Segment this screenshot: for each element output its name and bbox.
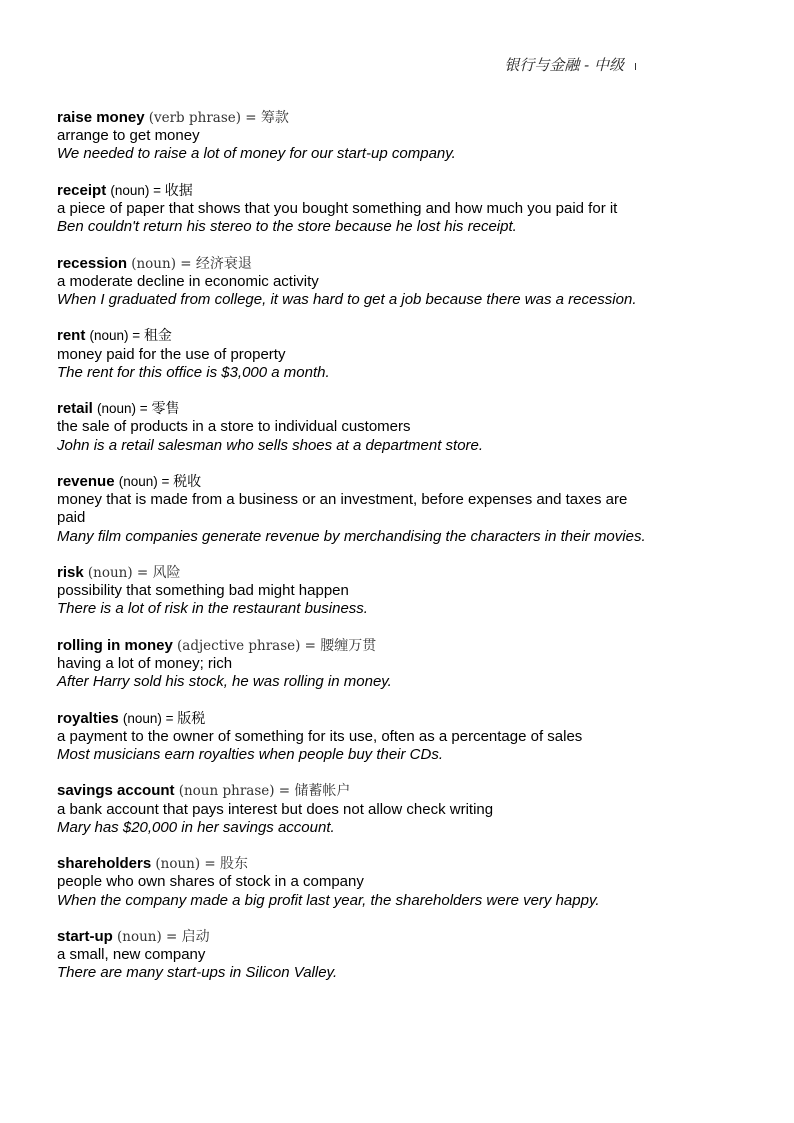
entry-definition: having a lot of money; rich	[57, 654, 233, 672]
entry-headline	[57, 473, 657, 491]
entry-chinese: 启动	[181, 928, 210, 945]
header-title: 银行与金融 - 中级	[504, 56, 624, 74]
entry-part-of-speech	[119, 474, 201, 489]
entry-definition: a piece of paper that shows that you bought something and how much you paid for it	[57, 200, 618, 217]
entry-part-of-speech	[117, 929, 210, 945]
entry-headline	[57, 637, 657, 655]
entry-example: There is a lot of risk in the restaurant business.	[57, 600, 368, 618]
pos-text: (noun) =	[131, 255, 196, 272]
pos-text: (noun) =	[122, 710, 178, 726]
pos-text: (noun) =	[97, 401, 152, 417]
entry-definition: money that is made from a business or an investment, before expenses and taxes are paid	[57, 491, 628, 527]
entry-term: revenue	[57, 472, 115, 490]
entry-term: raise money	[57, 109, 145, 126]
entry-term: receipt	[57, 181, 107, 199]
entry-chinese: 风险	[152, 564, 181, 581]
glossary-entry	[57, 782, 657, 837]
entry-headline	[57, 928, 657, 946]
entry-chinese: 经济衰退	[195, 255, 252, 272]
entry-example: Ben couldn't return his stereo to the store because he lost his receipt.	[57, 218, 517, 236]
glossary-entry	[57, 855, 657, 910]
entry-definition: a bank account that pays interest but does not allow check writing	[57, 800, 494, 818]
entry-term: rent	[57, 327, 86, 345]
pos-text: (noun) =	[118, 473, 174, 489]
entry-term: savings account	[57, 782, 175, 800]
entry-chinese: 租金	[143, 328, 172, 345]
entry-part-of-speech	[131, 256, 252, 272]
entry-part-of-speech	[177, 638, 376, 654]
entry-part-of-speech	[155, 856, 248, 872]
entry-term: start-up	[57, 927, 113, 945]
entry-headline	[57, 182, 657, 200]
entry-example: When the company made a big profit last year, the shareholders were very happy.	[57, 891, 600, 909]
entry-chinese: 收据	[164, 182, 193, 199]
pos-text: (noun phrase) =	[178, 783, 295, 800]
glossary-entry	[57, 473, 657, 546]
entry-chinese: 零售	[151, 401, 180, 418]
glossary-entry	[57, 255, 657, 310]
entry-part-of-speech	[97, 401, 179, 416]
entry-definition: a moderate decline in economic activity	[57, 272, 319, 290]
entry-chinese: 税收	[173, 473, 202, 490]
entry-chinese: 储蓄帐户	[294, 783, 351, 800]
entry-headline	[57, 109, 657, 127]
glossary-entry	[57, 327, 657, 382]
entry-definition: possibility that something bad might happen	[57, 582, 349, 600]
entry-term: recession	[57, 254, 128, 272]
entry-example: There are many start-ups in Silicon Valley.	[57, 964, 338, 982]
pos-text: (noun) =	[89, 328, 144, 344]
entry-definition: people who own shares of stock in a company	[57, 873, 364, 891]
entry-chinese: 股东	[220, 856, 249, 873]
entry-term: royalties	[57, 709, 119, 727]
pos-text: (verb phrase) =	[148, 110, 261, 126]
pos-text: (noun) =	[87, 564, 153, 581]
entry-definition: money paid for the use of property	[57, 345, 286, 363]
glossary-list	[57, 109, 657, 1001]
glossary-entry	[57, 400, 657, 455]
entry-example: Mary has $20,000 in her savings account.	[57, 818, 335, 836]
glossary-entry	[57, 564, 657, 619]
entry-example: We needed to raise a lot of money for our start-up company.	[57, 145, 456, 163]
entry-definition: the sale of products in a store to individual customers	[57, 418, 411, 436]
entry-part-of-speech	[90, 328, 172, 343]
entry-part-of-speech	[149, 110, 289, 126]
entry-example: Many film companies generate revenue by merchandising the characters in their movies.	[57, 527, 646, 545]
entry-headline	[57, 564, 657, 582]
entry-headline	[57, 327, 657, 345]
entry-headline	[57, 855, 657, 873]
entry-part-of-speech	[88, 565, 181, 581]
pos-text: (adjective phrase) =	[177, 637, 321, 654]
entry-chinese: 腰缠万贯	[320, 637, 377, 654]
entry-chinese: 筹款	[260, 110, 289, 126]
entry-part-of-speech	[179, 783, 351, 799]
entry-headline	[57, 782, 657, 800]
entry-part-of-speech	[110, 183, 192, 198]
header-mark	[635, 63, 636, 70]
pos-text: (noun) =	[117, 928, 182, 945]
page-header	[504, 54, 636, 75]
entry-chinese: 版税	[177, 710, 206, 727]
entry-term: rolling in money	[57, 636, 173, 654]
entry-definition: a payment to the owner of something for its use, often as a percentage of sales	[57, 727, 583, 745]
pos-text: (noun) =	[110, 182, 165, 198]
entry-headline	[57, 710, 657, 728]
glossary-entry	[57, 710, 657, 765]
entry-term: risk	[57, 563, 84, 581]
entry-example: When I graduated from college, it was hard to get a job because there was a recession.	[57, 291, 637, 308]
entry-example: After Harry sold his stock, he was rolling in money.	[57, 673, 392, 691]
entry-headline	[57, 400, 657, 418]
entry-example: The rent for this office is $3,000 a month.	[57, 363, 330, 381]
entry-term: shareholders	[57, 855, 152, 873]
entry-example: Most musicians earn royalties when people buy their CDs.	[57, 745, 444, 763]
entry-term: retail	[57, 400, 93, 418]
glossary-entry	[57, 182, 657, 237]
glossary-entry	[57, 109, 657, 164]
entry-part-of-speech	[123, 711, 205, 726]
glossary-entry	[57, 637, 657, 692]
pos-text: (noun) =	[155, 856, 221, 873]
entry-definition: arrange to get money	[57, 127, 200, 145]
entry-definition: a small, new company	[57, 946, 206, 964]
entry-example: John is a retail salesman who sells shoes at a department store.	[57, 436, 484, 454]
entry-headline	[57, 255, 657, 273]
glossary-entry	[57, 928, 657, 983]
